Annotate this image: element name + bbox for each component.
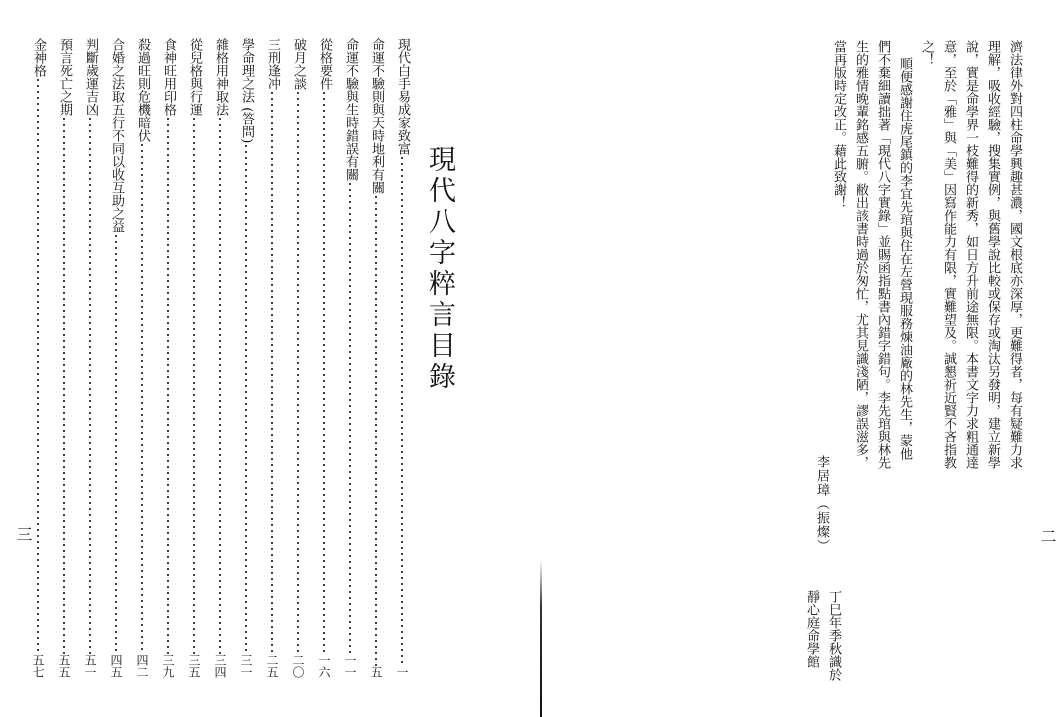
toc-entry (259, 38, 285, 678)
toc-entry (51, 38, 77, 678)
book-gutter (540, 560, 542, 717)
toc-entry-page: 四二 (135, 654, 149, 678)
toc-entry (103, 38, 129, 678)
toc-leader-dots (139, 142, 145, 654)
preface-text (831, 40, 1025, 470)
toc-leader-dots (87, 116, 93, 654)
toc-entry-page: 一 (395, 666, 409, 678)
toc-leader-dots (347, 181, 353, 654)
toc-entry-page: 一一 (343, 654, 357, 678)
toc-list (31, 38, 415, 678)
toc-entry (155, 38, 181, 678)
toc-entry (285, 38, 311, 678)
toc-entry-title: 三刑逢冲 (265, 38, 280, 90)
toc-entry (181, 38, 207, 678)
date-line: 丁巳年季秋識於 (826, 590, 841, 681)
toc-entry-title: 破月之談 (291, 38, 306, 90)
toc-entry (363, 38, 389, 678)
toc-entry (25, 38, 51, 678)
toc-entry (129, 38, 155, 678)
toc-entry (77, 38, 103, 678)
preface-paragraph-2: 順便感謝住虎尾鎮的李宜先琯與住在左營現服務煉油廠的林先生，蒙他們不棄細讀拙著「現代八字實錄」並賜函指點書內錯字錯句。李先琯與林先生的雅情晚輩銘感五腑。敝出該書時過於匆忙，尤其見識淺陋，謬誤滋多，當再版時定改正。藉此致謝！ (831, 40, 912, 469)
toc-entry (389, 38, 415, 678)
toc-entry-title: 學命理之法 (答問) (239, 38, 254, 144)
toc-entry-title: 命運不驗則與天時地利有關 (369, 38, 384, 194)
toc-leader-dots (191, 116, 197, 654)
toc-leader-dots (373, 194, 379, 666)
toc-entry-title: 食神旺用印格 (161, 38, 176, 116)
toc-entry-page: 三五 (187, 654, 201, 678)
toc-entry-title: 從兒格與行運 (187, 38, 202, 116)
toc-entry-page: 五七 (31, 654, 45, 678)
toc-leader-dots (35, 77, 41, 654)
toc-entry (207, 38, 233, 678)
toc-leader-dots (165, 116, 171, 654)
toc-entry-page: 二五 (265, 654, 279, 678)
toc-entry-page: 四五 (109, 654, 123, 678)
place-line: 靜心庭命學館 (804, 590, 819, 668)
page-number-right: 二 (1038, 528, 1057, 544)
toc-entry-title: 現代白手易成家致富 (395, 38, 410, 155)
page-number-left: 三 (14, 526, 33, 542)
toc-entry (233, 38, 259, 678)
toc-leader-dots (113, 233, 119, 654)
toc-entry (311, 38, 337, 678)
date-place-signature (800, 590, 844, 681)
toc-entry-page: 一六 (317, 654, 331, 678)
author-signature: 李居璋（振燦） (814, 455, 829, 553)
toc-entry-page: 三一 (239, 654, 253, 678)
toc-leader-dots (399, 155, 405, 666)
toc-entry-title: 預言死亡之期 (57, 38, 72, 116)
toc-leader-dots (295, 90, 301, 654)
toc-leader-dots (269, 90, 275, 654)
toc-leader-dots (217, 116, 223, 654)
toc-leader-dots (61, 116, 67, 654)
toc-leader-dots (321, 90, 327, 654)
toc-title: 現代八字粹言目錄 (424, 145, 455, 393)
toc-entry-title: 殺過旺則危機暗伏 (135, 38, 150, 142)
toc-entry-title: 合婚之法取五行不同以收互助之益 (109, 38, 124, 233)
toc-entry-page: 五五 (57, 654, 71, 678)
toc-entry-title: 判斷歲運吉凶 (83, 38, 98, 116)
toc-leader-dots (243, 143, 249, 654)
toc-entry-title: 金神格 (31, 38, 46, 77)
toc-entry-title: 雜格用神取法 (213, 38, 228, 116)
toc-entry (337, 38, 363, 678)
preface-paragraph-1: 濟法律外對四柱命學興趣甚濃，國文根底亦深厚，更難得者，每有疑難力求理解，吸收經驗，搜集實例，與舊學說比較或保存或淘汰另發明，建立新學說，實是命學界一枝難得的新秀，如日方升前途無限。本書文字力求粗通達意，至於「雅」與「美」因寫作能力有限，實難望及。誠懇祈近賢不吝指教之！ (919, 40, 1022, 469)
toc-entry-page: 三四 (213, 654, 227, 678)
toc-entry-title: 命運不驗與生時錯誤有關 (343, 38, 358, 181)
toc-entry-title: 從格要件 (317, 38, 332, 90)
toc-entry-page: 二〇 (291, 654, 305, 678)
toc-entry-page: 五 (369, 666, 383, 678)
toc-entry-page: 三九 (161, 654, 175, 678)
toc-entry-page: 五一 (83, 654, 97, 678)
